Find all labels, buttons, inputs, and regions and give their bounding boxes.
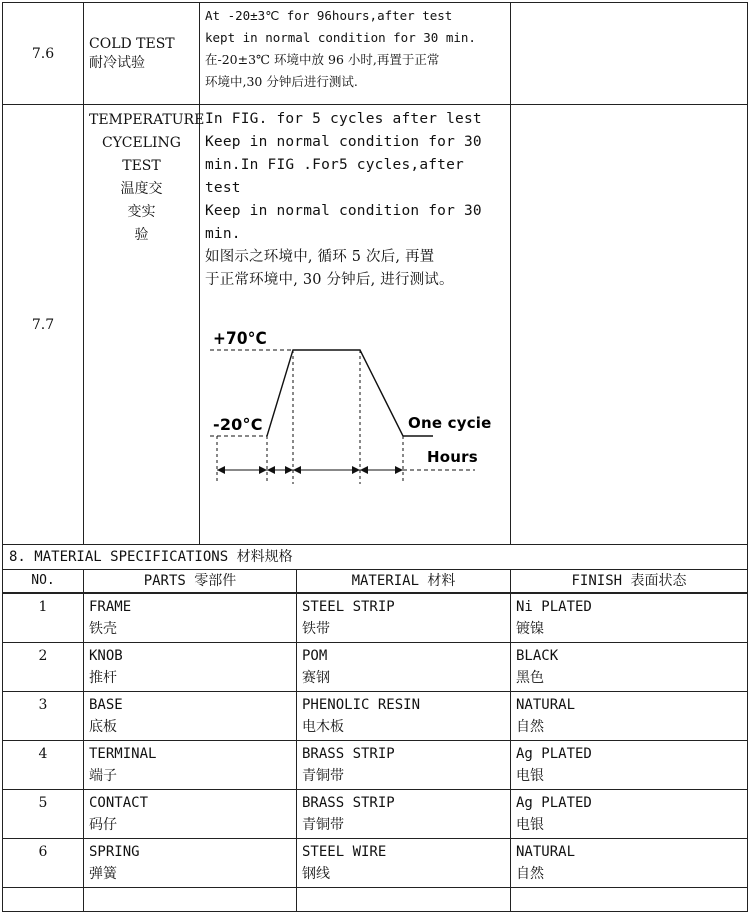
finish-cell — [511, 741, 748, 790]
part-cell-text: 弹簧 — [89, 866, 117, 882]
test-name-line: TEST — [122, 158, 161, 174]
table-row — [3, 839, 748, 888]
spec-table — [2, 2, 748, 593]
low-temp-label: -20°C — [213, 415, 263, 434]
material-cell — [297, 790, 511, 839]
row-number-text: 5 — [38, 795, 48, 811]
row-number-text: 4 — [38, 746, 48, 762]
table-row — [3, 594, 748, 643]
finish-cell-text: NATURAL — [516, 697, 576, 713]
material-cell-text: 青铜带 — [302, 817, 344, 833]
part-cell-text: 铁壳 — [89, 621, 117, 637]
condition-line: Keep in normal condition for 30 — [205, 203, 482, 219]
arrow-head — [352, 466, 360, 474]
part-cell — [84, 594, 297, 643]
part-cell-text: BASE — [89, 697, 123, 713]
finish-cell-text: BLACK — [516, 648, 559, 664]
test-name-line: 验 — [134, 227, 149, 243]
material-cell-text: 电木板 — [302, 719, 344, 735]
material-cell-text: BRASS STRIP — [302, 795, 395, 811]
cycle-label: One cycie — [408, 414, 492, 432]
arrow-head — [360, 466, 368, 474]
material-cell-text: 铁带 — [302, 621, 330, 637]
finish-cell-text: NATURAL — [516, 844, 576, 860]
row-number — [3, 741, 84, 790]
part-cell — [84, 643, 297, 692]
part-cell-text: 推杆 — [89, 670, 117, 686]
table-row — [3, 692, 748, 741]
test-number: 7.7 — [3, 105, 84, 545]
part-cell-text: FRAME — [89, 599, 132, 615]
part-cell — [84, 741, 297, 790]
condition-line: min. — [205, 226, 241, 242]
finish-cell-text: Ag PLATED — [516, 746, 592, 762]
material-cell-text: BRASS STRIP — [302, 746, 395, 762]
row-number — [3, 594, 84, 643]
arrow-head — [267, 466, 275, 474]
condition-line: 于正常环境中, 30 分钟后, 进行测试。 — [205, 272, 454, 288]
row-number — [3, 790, 84, 839]
material-table-body — [2, 593, 748, 912]
test-row-7-7 — [3, 105, 748, 545]
material-cell-text: 赛钢 — [302, 670, 330, 686]
material-cell-text: PHENOLIC RESIN — [302, 697, 421, 713]
test-name-cn: 耐冷试验 — [89, 54, 145, 71]
finish-cell-text: 黑色 — [516, 670, 544, 686]
header-material: MATERIAL 材料 — [297, 570, 511, 593]
remark-cell — [511, 105, 748, 545]
material-cell — [297, 692, 511, 741]
part-cell-text: 码仔 — [89, 817, 117, 833]
part-cell-text: 底板 — [89, 719, 117, 735]
test-name-cell — [84, 105, 205, 545]
test-name-line: 变实 — [127, 204, 156, 220]
finish-cell-text: 电银 — [516, 768, 544, 784]
material-cell-text: STEEL STRIP — [302, 599, 395, 615]
temperature-cycle-diagram — [205, 294, 505, 494]
condition-line: 在-20±3℃ 环境中放 96 小时,再置于正常 — [205, 52, 440, 67]
header-finish: FINISH 表面状态 — [511, 570, 748, 593]
material-cell — [297, 839, 511, 888]
arrow-head — [285, 466, 293, 474]
part-cell — [84, 790, 297, 839]
material-cell-text: STEEL WIRE — [302, 844, 387, 860]
table-row — [3, 790, 748, 839]
section-title: 8. MATERIAL SPECIFICATIONS 材料规格 — [3, 545, 748, 570]
test-name-line: TEMPERATURE — [89, 112, 205, 128]
finish-cell — [511, 594, 748, 643]
condition-line: At -20±3℃ for 96hours,after test — [205, 8, 453, 23]
condition-line: 如图示之环境中, 循环 5 次后, 再置 — [205, 249, 435, 265]
finish-cell-text: 镀镍 — [516, 621, 544, 637]
test-name-en: COLD TEST — [89, 35, 175, 52]
arrow-head — [293, 466, 301, 474]
material-section-title-row — [3, 545, 748, 570]
row-number-text: 2 — [38, 648, 48, 664]
row-number-text: 6 — [38, 844, 48, 860]
finish-cell-text: Ag PLATED — [516, 795, 592, 811]
test-name-line: 温度交 — [120, 181, 163, 197]
test-number: 7.6 — [3, 3, 84, 105]
finish-cell — [511, 839, 748, 888]
material-cell — [297, 594, 511, 643]
arrow-head — [217, 466, 225, 474]
part-cell-text: KNOB — [89, 648, 123, 664]
material-cell-text: 青铜带 — [302, 768, 344, 784]
material-header-row — [3, 570, 748, 593]
finish-cell-text: 电银 — [516, 817, 544, 833]
temperature-cycle-figure — [205, 294, 505, 494]
header-no: NO. — [3, 570, 84, 593]
condition-line: In FIG. for 5 cycles after lest — [205, 111, 482, 127]
arrow-head — [395, 466, 403, 474]
test-row-7-6 — [3, 3, 748, 105]
condition-line: kept in normal condition for 30 min. — [205, 30, 476, 45]
test-condition-cell — [200, 3, 511, 105]
material-cell — [297, 643, 511, 692]
remark-cell — [511, 3, 748, 105]
test-name-line: CYCELING — [102, 135, 181, 151]
finish-cell-text: 自然 — [516, 719, 544, 735]
part-cell-text: 端子 — [89, 768, 117, 784]
material-cell-text: POM — [302, 648, 328, 664]
part-cell-text: SPRING — [89, 844, 140, 860]
part-cell — [84, 692, 297, 741]
row-number — [3, 839, 84, 888]
row-number-text: 1 — [38, 599, 48, 615]
condition-line: 环境中,30 分钟后进行测试. — [205, 74, 358, 89]
finish-cell — [511, 790, 748, 839]
part-cell-text: TERMINAL — [89, 746, 157, 762]
finish-cell-text: 自然 — [516, 866, 544, 882]
material-cell-text: 钢线 — [302, 866, 330, 882]
hours-label: Hours — [427, 448, 478, 466]
header-parts: PARTS 零部件 — [84, 570, 297, 593]
condition-line: Keep in normal condition for 30 — [205, 134, 482, 150]
material-cell — [297, 741, 511, 790]
finish-cell-text: Ni PLATED — [516, 599, 592, 615]
table-row — [3, 643, 748, 692]
row-number-text: 3 — [38, 697, 48, 713]
part-cell-text: CONTACT — [89, 795, 149, 811]
finish-cell — [511, 643, 748, 692]
test-name-cell — [84, 3, 200, 105]
condition-line: min.In FIG .For5 cycles,after test — [205, 157, 464, 196]
finish-cell — [511, 692, 748, 741]
table-row — [3, 741, 748, 790]
part-cell — [84, 839, 297, 888]
row-number — [3, 692, 84, 741]
test-condition-cell — [200, 105, 511, 545]
row-number — [3, 643, 84, 692]
arrow-head — [259, 466, 267, 474]
high-temp-label: +70°C — [213, 329, 267, 349]
